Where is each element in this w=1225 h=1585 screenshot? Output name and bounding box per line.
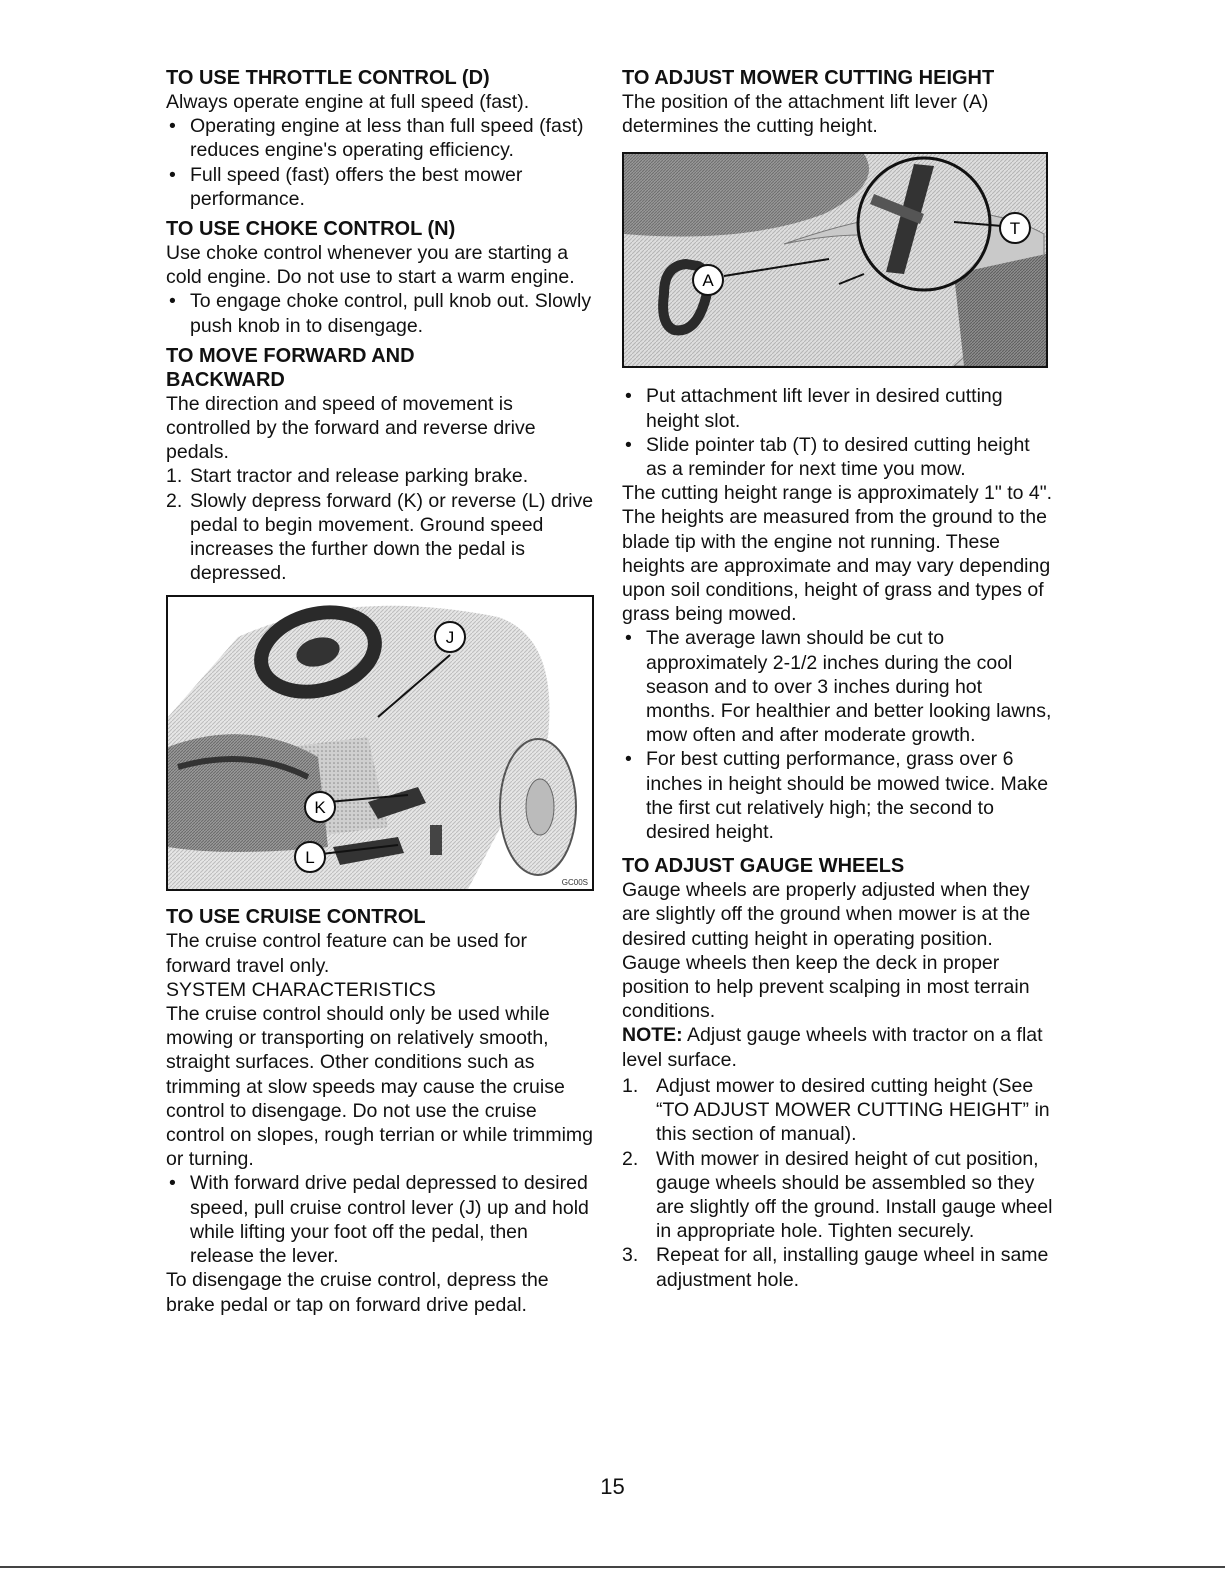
step-number: 2. [622,1147,639,1170]
bullet-item: • Slide pointer tab (T) to desired cutting height as a reminder for next time you mow. [622,433,1054,481]
choke-heading: TO USE CHOKE CONTROL (N) [166,218,456,241]
gauge-steps [622,1074,1054,1292]
bullet-item: • To engage choke control, pull knob out. Slowly push knob in to disengage. [166,289,596,337]
left-column [166,66,596,1317]
move-heading-line2: BACKWARD [166,368,285,391]
step-number: 1. [166,465,183,488]
height-body: The cutting height range is approximately 1" to 4". The heights are measured from the ground to the blade tip with the engine not running. These heights are approximate and may vary depending upon soil conditions, height of grass and types of grass being mowed. [622,482,1053,626]
cruise-outro: To disengage the cruise control, depress the brake pedal or tap on forward drive pedal. [166,1269,549,1316]
step-item [622,1147,1054,1244]
callout-l [295,842,325,872]
step-item [166,464,596,488]
bullet-item: • Full speed (fast) offers the best mower performance. [166,163,596,211]
callout-t-label: T [1009,219,1021,239]
step-number: 1. [622,1074,639,1097]
pedal-illustration [168,597,592,889]
bullet-item: • With forward drive pedal depressed to desired speed, pull cruise control lever (J) up and hold while lifting your foot off the pedal, then release the lever. [166,1171,596,1268]
gauge-heading: TO ADJUST GAUGE WHEELS [622,855,905,878]
cruise-heading: TO USE CRUISE CONTROL [166,906,426,929]
throttle-heading: TO USE THROTTLE CONTROL (D) [166,67,490,89]
step-text: Start tractor and release parking brake. [190,465,529,488]
throttle-intro: Always operate engine at full speed (fast). [166,91,530,113]
page-number: 15 [600,1474,625,1499]
step-text: Adjust mower to desired cutting height (See “TO ADJUST MOWER CUTTING HEIGHT” in this section of manual). [656,1074,1050,1146]
callout-l-label: L [305,848,315,868]
bullet-item: • Put attachment lift lever in desired cutting height slot. [622,384,1054,432]
callout-a [693,265,723,295]
step-number: 2. [166,489,183,512]
choke-intro: Use choke control whenever you are starting a cold engine. Do not use to start a warm engine. [166,242,575,289]
step-item [622,1243,1054,1291]
choke-bullets [166,289,596,337]
right-column [622,66,1054,1292]
step-text: With mower in desired height of cut position, gauge wheels should be assembled so they are slightly off the ground. Install gauge wheel in appropriate hole. Tighten securely. [656,1147,1053,1243]
step-text: Slowly depress forward (K) or reverse (L) drive pedal to begin movement. Ground speed increases the further down the pedal is depressed. [190,489,594,585]
move-steps [166,464,596,585]
cruise-intro: The cruise control feature can be used for forward travel only. [166,930,527,977]
height-intro: The position of the attachment lift lever (A) determines the cutting height. [622,91,989,138]
move-section [166,344,596,586]
gauge-intro: Gauge wheels are properly adjusted when they are slightly off the ground when mower is at the desired cutting height in operating position. Gauge wheels then keep the deck in proper position to help prevent scalping in most terrain conditions. [622,879,1031,1023]
move-intro: The direction and speed of movement is controlled by the forward and reverse drive pedals. [166,392,536,464]
gauge-section [622,854,1054,1291]
move-heading-line1: TO MOVE FORWARD AND [166,344,415,367]
step-number: 3. [622,1244,639,1267]
step-text: Repeat for all, installing gauge wheel in same adjustment hole. [656,1244,1049,1291]
step-item [166,489,596,586]
height-bullets [622,384,1054,481]
callout-k [305,792,335,822]
bullet-item: • For best cutting performance, grass over 6 inches in height should be mowed twice. Make the first cut relatively high; the second to desired height. [622,747,1054,844]
bullet-item: • Operating engine at less than full speed (fast) reduces engine's operating efficiency. [166,114,596,162]
bullet-item: • The average lawn should be cut to approximately 2-1/2 inches during the cool season and to over 3 inches during hot months. For healthier and better looking lawns, mow often and after moderate growth. [622,626,1054,747]
cruise-section [166,905,596,1316]
gauge-note [622,1023,1054,1071]
throttle-bullets [166,114,596,211]
bottom-rule [0,1566,1225,1568]
lift-lever-illustration [624,154,1046,366]
callout-t [1000,213,1030,243]
cruise-body: The cruise control should only be used while mowing or transporting on relatively smooth, straight surfaces. Other conditions such as trimming at slow speeds may cause the cruise control to disengage. Do not use the cruise control on slopes, rough terrian or while trimmimg or turning. [166,1003,594,1171]
callout-a-label: A [702,271,714,291]
figure-code: GC00S [561,878,588,888]
step-item [622,1074,1054,1147]
lift-lever-figure [622,152,1048,368]
cruise-bullets [166,1171,596,1268]
choke-section [166,217,596,338]
throttle-section [166,66,596,211]
note-label: NOTE: [622,1024,683,1047]
callout-j [435,622,465,652]
callout-k-label: K [314,798,326,818]
height-heading: TO ADJUST MOWER CUTTING HEIGHT [622,67,995,89]
height-section [622,66,1054,844]
cruise-subheading: SYSTEM CHARACTERISTICS [166,978,436,1001]
callout-j-label: J [445,628,455,648]
height-bullets-2 [622,626,1054,844]
pedal-figure [166,595,594,891]
note-text: Adjust gauge wheels with tractor on a flat level surface. [622,1024,1043,1071]
move-heading [166,344,596,392]
